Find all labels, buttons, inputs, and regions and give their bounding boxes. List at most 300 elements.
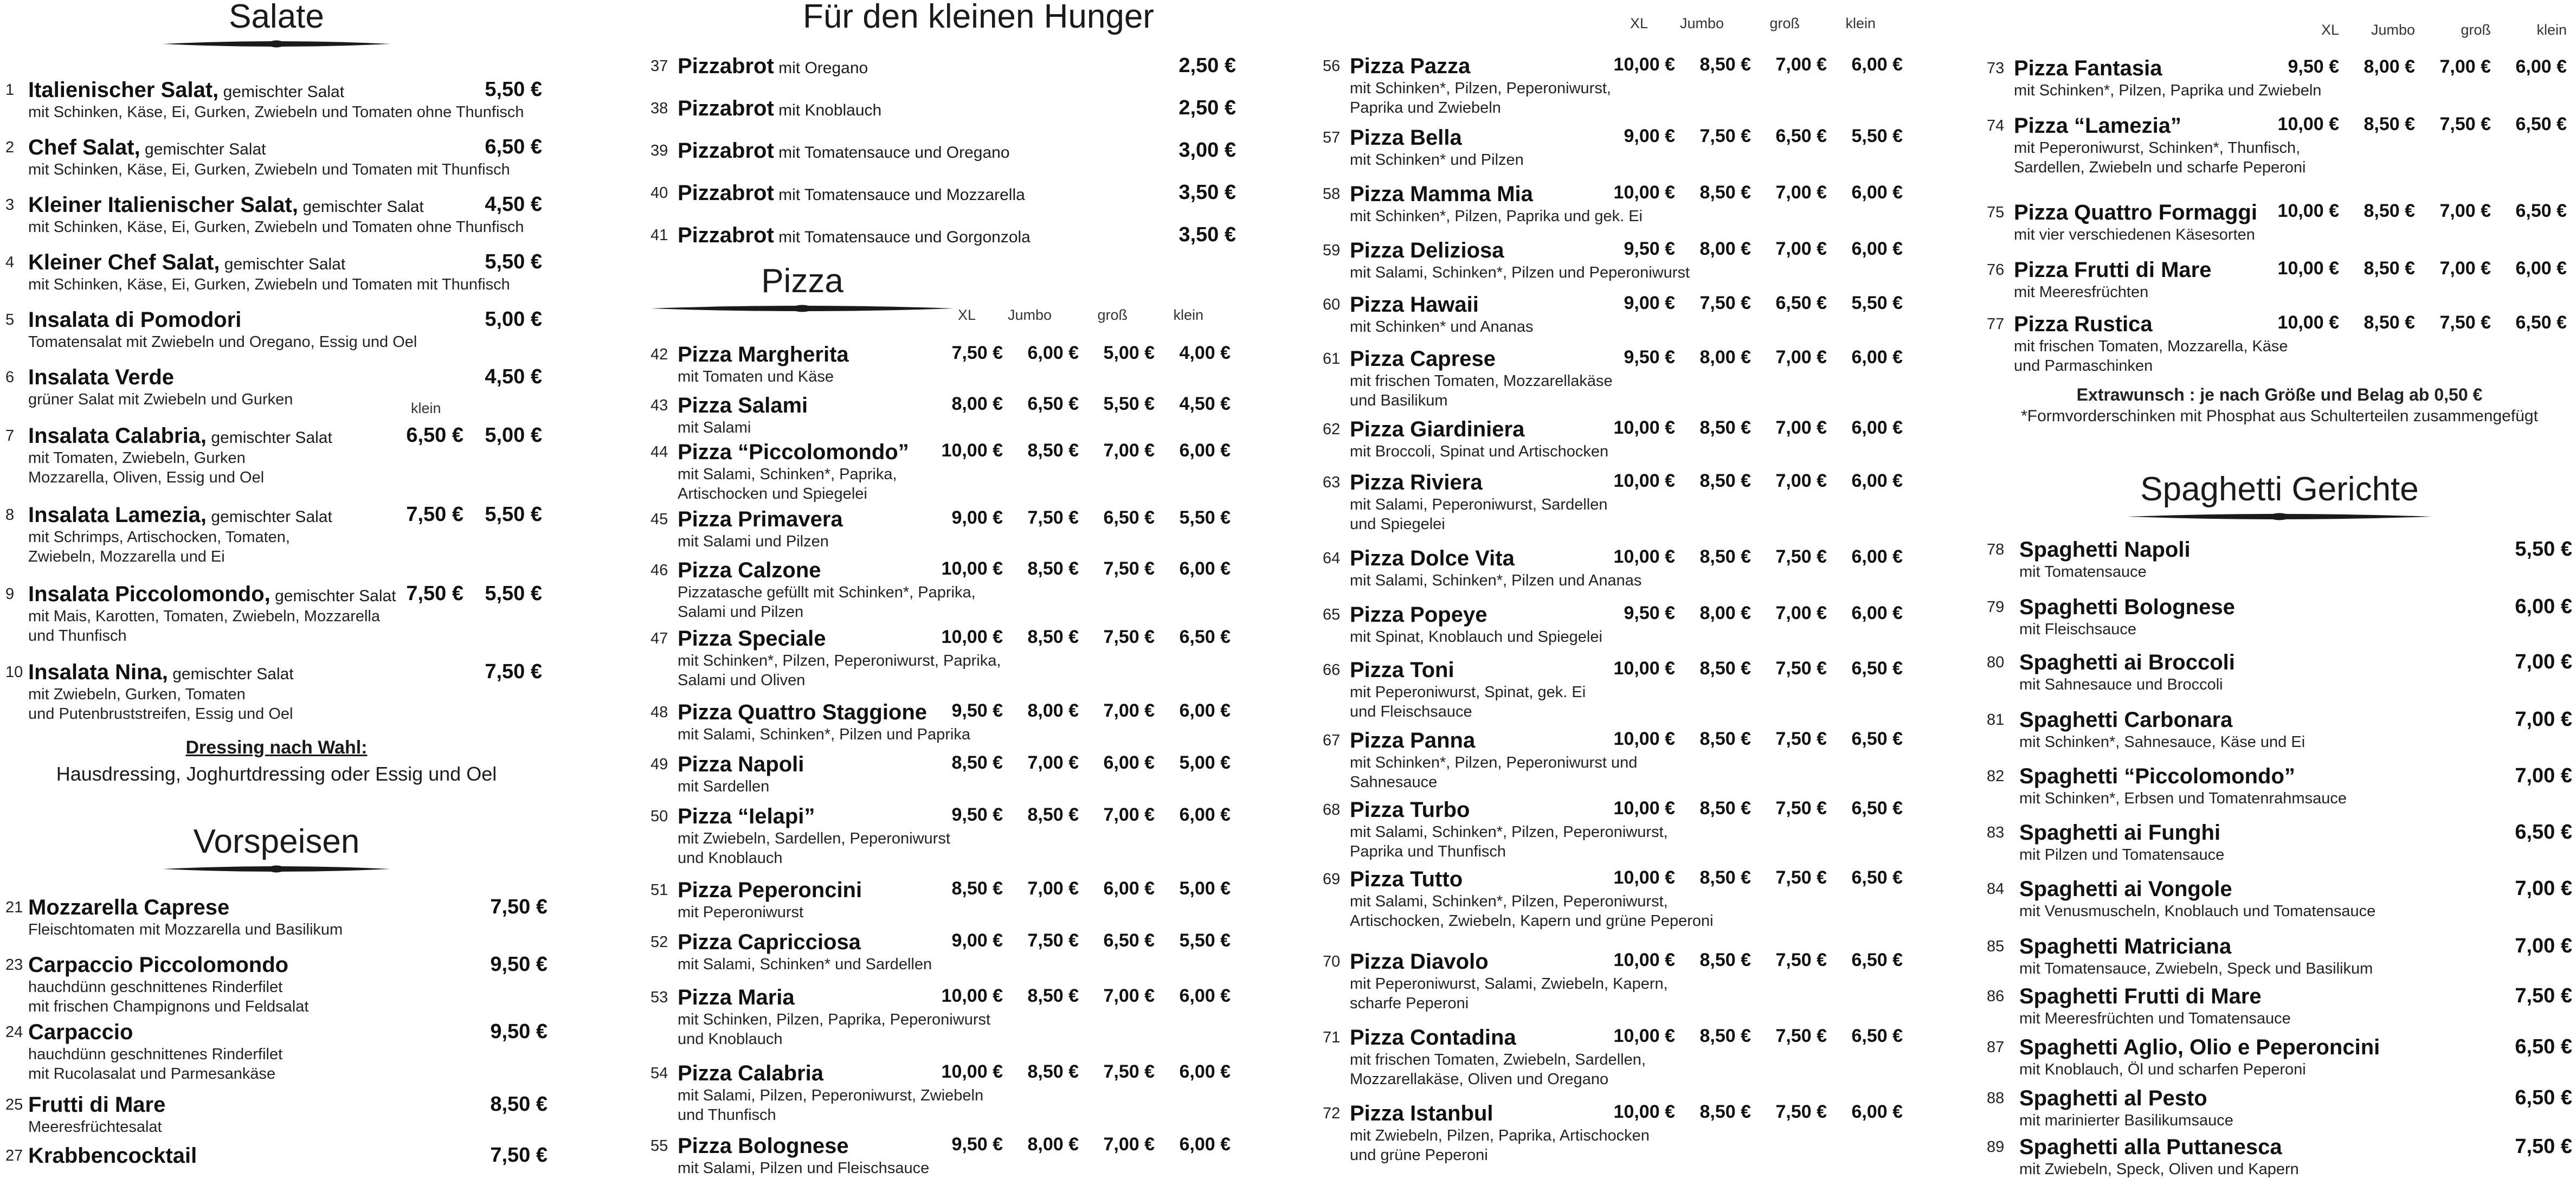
item-line: [5, 308, 548, 332]
item-price: 10,00 €: [2277, 201, 2339, 221]
item-price: 8,50 €: [1699, 1102, 1751, 1122]
item-line: [651, 139, 1236, 163]
item-description: mit Schinken, Käse, Ei, Gurken, Zwiebeln und Tomaten ohne Thunfisch: [28, 104, 524, 121]
item-price: 7,00 €: [1775, 182, 1827, 203]
item-price: 8,50 €: [951, 752, 1003, 773]
item-number: 59: [1323, 242, 1341, 259]
item-name: Insalata Verde: [28, 365, 175, 389]
item-price: 8,50 €: [951, 878, 1003, 899]
item-name: Pizzabrot: [678, 96, 774, 120]
item-description: mit Salami, Pilzen, Peperoniwurst, Zwiebeln und Thunfisch: [678, 1087, 984, 1124]
item-price: 5,00 €: [1179, 878, 1231, 899]
item-line: [1987, 1086, 2572, 1111]
item-number: 54: [651, 1065, 668, 1082]
menu-item: [1987, 764, 2572, 808]
item-price: 10,00 €: [2277, 258, 2339, 279]
menu-item: [1323, 1102, 1908, 1165]
item-price: 8,00 €: [2364, 56, 2415, 77]
item-price: 6,50 €: [2515, 201, 2567, 221]
item-number: 7: [5, 427, 15, 445]
item-number: 85: [1987, 938, 2005, 955]
hunger-heading: [651, 0, 1236, 34]
item-name: Spaghetti Carbonara: [2019, 708, 2233, 732]
section-title-hunger: Für den kleinen Hunger: [803, 0, 1154, 35]
item-price: 6,00 €: [1851, 417, 1903, 438]
item-name: Pizza Caprese: [1350, 347, 1496, 371]
item-price: 6,50 €: [406, 424, 463, 447]
menu-item: [1323, 126, 1908, 170]
menu-item: [1987, 201, 2572, 244]
menu-item: [1987, 1086, 2572, 1130]
item-price: 9,50 €: [490, 1020, 548, 1043]
item-name: Pizza Giardiniera: [1350, 417, 1525, 441]
item-inline-note: gemischter Salat: [168, 665, 294, 683]
item-line: [1987, 764, 2572, 789]
item-number: 58: [1323, 185, 1341, 203]
item-name: Pizza Istanbul: [1350, 1102, 1493, 1125]
item-price: 6,00 €: [1103, 752, 1155, 773]
item-description: mit frischen Tomaten, Zwiebeln, Sardellen, Mozzarellakäse, Oliven und Oregano: [1350, 1051, 1646, 1088]
item-number: 51: [651, 881, 668, 899]
item-price: 7,50 €: [1699, 126, 1751, 146]
item-name: Pizzabrot: [678, 181, 774, 205]
item-price: 8,50 €: [1699, 182, 1751, 203]
item-price: 7,00 €: [2439, 201, 2491, 221]
item-inline-note: mit Tomatensauce und Mozzarella: [774, 186, 1025, 204]
item-name: Pizzabrot: [678, 223, 774, 247]
item-inline-note: gemischter Salat: [270, 587, 396, 605]
item-price: 7,50 €: [1775, 798, 1827, 819]
menu-item: [651, 1134, 1236, 1178]
item-description: mit frischen Tomaten, Mozzarellakäse und Basilikum: [1350, 372, 1613, 409]
size-label: klein: [1845, 15, 1876, 31]
item-name: Pizza Napoli: [678, 752, 804, 776]
item-description: mit Schinken*, Pilzen, Paprika und gek. Ei: [1350, 208, 1643, 225]
item-price: 6,00 €: [1851, 54, 1903, 75]
item-price: 7,00 €: [2439, 258, 2491, 279]
item-number: 76: [1987, 261, 2005, 279]
item-price: 6,00 €: [1179, 440, 1231, 461]
menu-item: [1323, 54, 1908, 118]
item-price: 10,00 €: [941, 627, 1003, 647]
item-price: 10,00 €: [1613, 1026, 1675, 1046]
item-price: 2,50 €: [1178, 54, 1236, 77]
item-price: 8,50 €: [1027, 804, 1079, 825]
item-line: [651, 96, 1236, 121]
menu-item: [651, 878, 1236, 922]
item-price: 7,00 €: [2515, 708, 2572, 731]
item-price: 8,50 €: [1699, 658, 1751, 679]
menu-item: [5, 503, 548, 566]
item-description: Meeresfrüchtesalat: [28, 1118, 162, 1136]
item-name: Pizzabrot: [678, 139, 774, 163]
item-description: mit Tomatensauce, Zwiebeln, Speck und Basilikum: [2019, 960, 2373, 977]
item-description: mit Schinken* und Ananas: [1350, 318, 1534, 336]
item-name: Pizza Capricciosa: [678, 930, 861, 954]
item-name: Pizza Quattro Staggione: [678, 700, 928, 724]
item-name: Spaghetti alla Puttanesca: [2019, 1135, 2282, 1159]
item-description: mit Peperoniwurst, Schinken*, Thunfisch, Sardellen, Zwiebeln und scharfe Peperoni: [2014, 139, 2306, 176]
item-number: 41: [651, 227, 668, 244]
item-name: Pizza Mamma Mia: [1350, 182, 1533, 206]
menu-item: [5, 582, 548, 646]
item-number: 67: [1323, 732, 1341, 749]
item-description: mit Schinken*, Sahnesauce, Käse und Ei: [2019, 733, 2305, 751]
item-price: 7,00 €: [2515, 764, 2572, 787]
item-price: 5,00 €: [1103, 343, 1155, 363]
item-price: 5,50 €: [1103, 394, 1155, 414]
item-price: 7,50 €: [1103, 1061, 1155, 1082]
item-price: 8,50 €: [1699, 471, 1751, 491]
item-name: Spaghetti “Piccolomondo”: [2019, 764, 2295, 788]
item-line: [1987, 877, 2572, 901]
menu-item: [651, 986, 1236, 1049]
item-price: 8,50 €: [1027, 627, 1079, 647]
item-price: 10,00 €: [1613, 798, 1675, 819]
item-price: 7,50 €: [1027, 930, 1079, 951]
item-name: Spaghetti al Pesto: [2019, 1086, 2207, 1110]
menu-item: [1987, 984, 2572, 1028]
menu-item: [5, 1144, 548, 1168]
item-price: 6,00 €: [1851, 471, 1903, 491]
item-name: Spaghetti Napoli: [2019, 538, 2191, 562]
menu-item: [5, 250, 548, 294]
pizza-heading: [651, 262, 954, 315]
item-number: 60: [1323, 296, 1341, 313]
item-price: 7,50 €: [1775, 658, 1827, 679]
item-price: 5,50 €: [485, 503, 542, 526]
size-label: XL: [957, 307, 976, 323]
item-price: 8,00 €: [951, 394, 1003, 414]
item-line: [1987, 595, 2572, 620]
item-description: mit Salami, Schinken*, Pilzen und Peperoniwurst: [1350, 264, 1690, 281]
item-number: 82: [1987, 768, 2005, 785]
menu-item: [1987, 312, 2572, 376]
item-price: 6,00 €: [1179, 804, 1231, 825]
item-price: 9,00 €: [951, 507, 1003, 528]
item-price: 7,50 €: [2439, 114, 2491, 134]
item-description: mit Zwiebeln, Pilzen, Paprika, Artischocken und grüne Peperoni: [1350, 1127, 1650, 1164]
extrawunsch-note: [1987, 385, 2572, 426]
item-price: 7,50 €: [1775, 1102, 1827, 1122]
item-price: 9,50 €: [1624, 347, 1675, 368]
item-price: 6,00 €: [1851, 182, 1903, 203]
item-description: mit Zwiebeln, Sardellen, Peperoniwurst und Knoblauch: [678, 830, 950, 867]
item-price: 7,50 €: [1775, 546, 1827, 567]
item-line: [5, 78, 548, 102]
item-number: 49: [651, 756, 668, 773]
item-price: 7,00 €: [1103, 440, 1155, 461]
item-description: mit Zwiebeln, Gurken, Tomaten und Putenbruststreifen, Essig und Oel: [28, 686, 293, 723]
salate-size-header: klein: [411, 400, 441, 416]
item-price: 6,50 €: [1851, 729, 1903, 749]
menu-item: [1323, 950, 1908, 1013]
item-price: 10,00 €: [1613, 182, 1675, 203]
item-number: 23: [5, 956, 23, 974]
menu-item: [1323, 239, 1908, 282]
item-name: Pizza Calzone: [678, 558, 821, 582]
item-price: 6,50 €: [1851, 950, 1903, 970]
size-label: Jumbo: [1007, 307, 1052, 323]
item-price: 7,00 €: [2515, 877, 2572, 900]
item-inline-note: gemischter Salat: [218, 83, 345, 101]
vorspeisen-heading: [5, 825, 548, 876]
item-price: 7,50 €: [1699, 293, 1751, 313]
item-number: 48: [651, 704, 668, 721]
item-price: 8,50 €: [2364, 201, 2415, 221]
schinken-footnote: *Formvorderschinken mit Phosphat aus Schulterteilen zusammengefügt: [2021, 407, 2538, 425]
item-price: 6,50 €: [1851, 658, 1903, 679]
menu-item: [651, 223, 1236, 248]
item-price: 6,00 €: [1851, 347, 1903, 368]
item-price: 6,00 €: [2515, 258, 2567, 279]
item-price: 6,50 €: [1103, 507, 1155, 528]
item-line: [1987, 1035, 2572, 1060]
item-number: 44: [651, 443, 668, 461]
menu-item: [1323, 182, 1908, 226]
item-description: hauchdünn geschnittenes Rinderfilet mit frischen Champignons und Feldsalat: [28, 978, 309, 1015]
item-price: 7,50 €: [1775, 729, 1827, 749]
item-price: 4,50 €: [1179, 394, 1231, 414]
item-description: mit Tomaten, Zwiebeln, Gurken Mozzarella, Oliven, Essig und Oel: [28, 449, 265, 486]
item-price: 7,50 €: [1027, 507, 1079, 528]
item-price: 10,00 €: [941, 986, 1003, 1006]
item-inline-note: mit Knoblauch: [774, 101, 882, 119]
item-line: [5, 1020, 548, 1045]
menu-item: [1987, 538, 2572, 582]
item-description: mit Salami und Pilzen: [678, 533, 829, 550]
item-price: 6,50 €: [1103, 930, 1155, 951]
item-price: 7,00 €: [2515, 651, 2572, 673]
item-number: 86: [1987, 988, 2005, 1005]
item-number: 56: [1323, 57, 1341, 75]
menu-item: [5, 953, 548, 1016]
item-price: 7,00 €: [1103, 986, 1155, 1006]
item-price: 5,50 €: [485, 250, 542, 273]
item-number: 45: [651, 511, 668, 528]
item-price: 6,50 €: [485, 136, 542, 158]
item-number: 21: [5, 899, 23, 916]
item-description: mit Peperoniwurst: [678, 904, 804, 921]
item-price: 7,50 €: [406, 503, 463, 526]
column-salate-vorspeisen: [5, 0, 548, 1185]
item-number: 10: [5, 664, 23, 681]
item-description: mit Schinken*, Pilzen, Peperoniwurst und Sahnesauce: [1350, 754, 1638, 791]
item-number: 89: [1987, 1138, 2005, 1156]
item-name: Pizza “Ielapi”: [678, 804, 815, 828]
item-line: [5, 424, 548, 448]
item-price: 6,50 €: [1775, 293, 1827, 313]
menu-item: [651, 181, 1236, 205]
item-number: 1: [5, 81, 15, 99]
item-price: 7,00 €: [1027, 752, 1079, 773]
item-name: Pizza Speciale: [678, 627, 826, 651]
item-price: 6,00 €: [1851, 603, 1903, 623]
item-number: 25: [5, 1096, 23, 1113]
item-name: Kleiner Chef Salat,: [28, 250, 220, 274]
item-name: Spaghetti ai Funghi: [2019, 821, 2221, 845]
item-number: 78: [1987, 541, 2005, 558]
item-description: grüner Salat mit Zwiebeln und Gurken: [28, 391, 293, 408]
item-description: mit Schinken, Pilzen, Paprika, Peperoniwurst und Knoblauch: [678, 1011, 991, 1048]
item-number: 88: [1987, 1090, 2005, 1107]
item-price: 7,00 €: [1775, 347, 1827, 368]
item-number: 84: [1987, 880, 2005, 898]
item-line: [5, 1093, 548, 1117]
item-number: 40: [651, 184, 668, 202]
size-label: groß: [1097, 307, 1128, 323]
item-name: Pizza Peperoncini: [678, 878, 862, 902]
item-description: mit Schinken, Käse, Ei, Gurken, Zwiebeln und Tomaten mit Thunfisch: [28, 276, 510, 293]
menu-item: [1987, 821, 2572, 865]
item-price: 6,00 €: [1851, 239, 1903, 259]
size-label: XL: [2321, 22, 2339, 38]
item-price: 6,00 €: [1027, 343, 1079, 363]
item-price: 7,00 €: [1775, 239, 1827, 259]
column-pizza-b: [1323, 0, 1908, 1185]
item-price: 7,50 €: [1775, 867, 1827, 888]
item-description: mit Sardellen: [678, 778, 770, 795]
item-number: 71: [1323, 1029, 1341, 1046]
item-description: mit Mais, Karotten, Tomaten, Zwiebeln, Mozzarella und Thunfisch: [28, 608, 381, 645]
menu-item: [1987, 595, 2572, 639]
item-description: mit Salami, Schinken* und Sardellen: [678, 956, 932, 973]
item-name: Pizza Bella: [1350, 126, 1462, 150]
item-price: 6,00 €: [1179, 700, 1231, 721]
item-price: 8,00 €: [1699, 603, 1751, 623]
menu-item: [1323, 347, 1908, 410]
menu-item: [1323, 603, 1908, 647]
item-price: 7,50 €: [1103, 627, 1155, 647]
item-name: Pizzabrot: [678, 54, 774, 78]
item-inline-note: gemischter Salat: [298, 198, 424, 216]
item-description: mit Schinken*, Pilzen, Peperoniwurst, Paprika und Zwiebeln: [1350, 80, 1611, 117]
item-number: 69: [1323, 871, 1341, 888]
item-price: 7,50 €: [951, 343, 1003, 363]
item-price: 4,50 €: [485, 193, 542, 216]
item-number: 83: [1987, 824, 2005, 841]
size-label: Jumbo: [1679, 15, 1724, 31]
item-price: 8,50 €: [1027, 1061, 1079, 1082]
menu-item: [5, 365, 548, 409]
item-price: 6,50 €: [1851, 867, 1903, 888]
item-number: 72: [1323, 1105, 1341, 1122]
item-price: 7,00 €: [2439, 56, 2491, 77]
item-number: 8: [5, 506, 15, 524]
item-price: 9,50 €: [951, 700, 1003, 721]
item-description: mit marinierter Basilikumsauce: [2019, 1112, 2233, 1129]
item-line: [5, 136, 548, 160]
item-number: 37: [651, 57, 668, 75]
menu-item: [1987, 1135, 2572, 1179]
item-price: 9,50 €: [1624, 603, 1675, 623]
item-price: 9,00 €: [1624, 126, 1675, 146]
item-name: Krabbencocktail: [28, 1144, 197, 1168]
item-line: [1987, 935, 2572, 959]
item-name: Pizza Quattro Formaggi: [2014, 201, 2257, 224]
section-title-vorspeisen: Vorspeisen: [193, 823, 360, 860]
item-price: 6,50 €: [2515, 1086, 2572, 1109]
menu-item: [651, 627, 1236, 690]
item-number: 62: [1323, 421, 1341, 438]
item-line: [651, 223, 1236, 248]
item-price: 7,00 €: [1775, 417, 1827, 438]
menu-item: [651, 930, 1236, 974]
item-line: [5, 660, 548, 685]
item-number: 38: [651, 100, 668, 117]
menu-item: [5, 424, 548, 487]
item-price: 6,50 €: [1851, 798, 1903, 819]
item-price: 7,50 €: [490, 1144, 548, 1167]
item-line: [5, 365, 548, 390]
item-price: 2,50 €: [1178, 96, 1236, 119]
item-number: 77: [1987, 315, 2005, 333]
item-number: 68: [1323, 801, 1341, 819]
item-name: Pizza Toni: [1350, 658, 1454, 682]
item-name: Spaghetti ai Broccoli: [2019, 651, 2235, 674]
item-name: Pizza Margherita: [678, 343, 849, 366]
item-price: 9,00 €: [1624, 293, 1675, 313]
item-name: Pizza Maria: [678, 986, 795, 1009]
item-price: 7,50 €: [2515, 1135, 2572, 1158]
item-description: mit Pilzen und Tomatensauce: [2019, 846, 2225, 864]
item-price: 8,50 €: [2364, 312, 2415, 333]
item-price: 7,50 €: [1775, 950, 1827, 970]
menu-item: [651, 54, 1236, 79]
item-price: 8,50 €: [1027, 558, 1079, 579]
item-line: [5, 1144, 548, 1168]
item-price: 5,50 €: [1179, 930, 1231, 951]
item-name: Pizza “Lamezia”: [2014, 114, 2182, 138]
item-name: Pizza Dolce Vita: [1350, 546, 1515, 570]
item-number: 63: [1323, 474, 1341, 491]
item-description: mit Salami, Schinken*, Paprika, Artischocken und Spiegelei: [678, 466, 897, 503]
menu-item: [1987, 1035, 2572, 1079]
item-price: 5,50 €: [485, 78, 542, 101]
item-price: 4,00 €: [1179, 343, 1231, 363]
item-price: 8,50 €: [1699, 798, 1751, 819]
size-label: groß: [1769, 15, 1800, 31]
item-name: Pizza Rustica: [2014, 312, 2153, 336]
item-price: 5,50 €: [485, 582, 542, 605]
item-description: mit frischen Tomaten, Mozzarella, Käse und Parmaschinken: [2014, 338, 2288, 375]
item-number: 80: [1987, 654, 2005, 671]
item-name: Insalata Piccolomondo,: [28, 582, 271, 606]
item-description: Pizzatasche gefüllt mit Schinken*, Paprika, Salami und Pilzen: [678, 584, 976, 621]
item-inline-note: gemischter Salat: [140, 140, 266, 158]
item-line: [5, 896, 548, 920]
item-line: [5, 503, 548, 527]
item-price: 7,00 €: [1103, 1134, 1155, 1155]
item-price: 5,50 €: [1179, 507, 1231, 528]
item-number: 9: [5, 585, 15, 603]
menu-item: [1323, 658, 1908, 722]
item-price: 6,50 €: [2515, 114, 2567, 134]
item-price: 6,00 €: [2515, 56, 2567, 77]
item-line: [5, 193, 548, 217]
item-price: 6,00 €: [1179, 1061, 1231, 1082]
menu-item: [1323, 867, 1908, 931]
item-name: Insalata Lamezia,: [28, 503, 207, 527]
menu-item: [651, 440, 1236, 504]
item-name: Pizza Hawaii: [1350, 293, 1479, 317]
item-description: mit Meeresfrüchten: [2014, 284, 2149, 301]
item-inline-note: gemischter Salat: [207, 508, 332, 526]
menu-item: [5, 1093, 548, 1137]
item-price: 6,50 €: [2515, 312, 2567, 333]
item-price: 6,00 €: [2515, 595, 2572, 618]
item-price: 5,00 €: [485, 308, 542, 331]
